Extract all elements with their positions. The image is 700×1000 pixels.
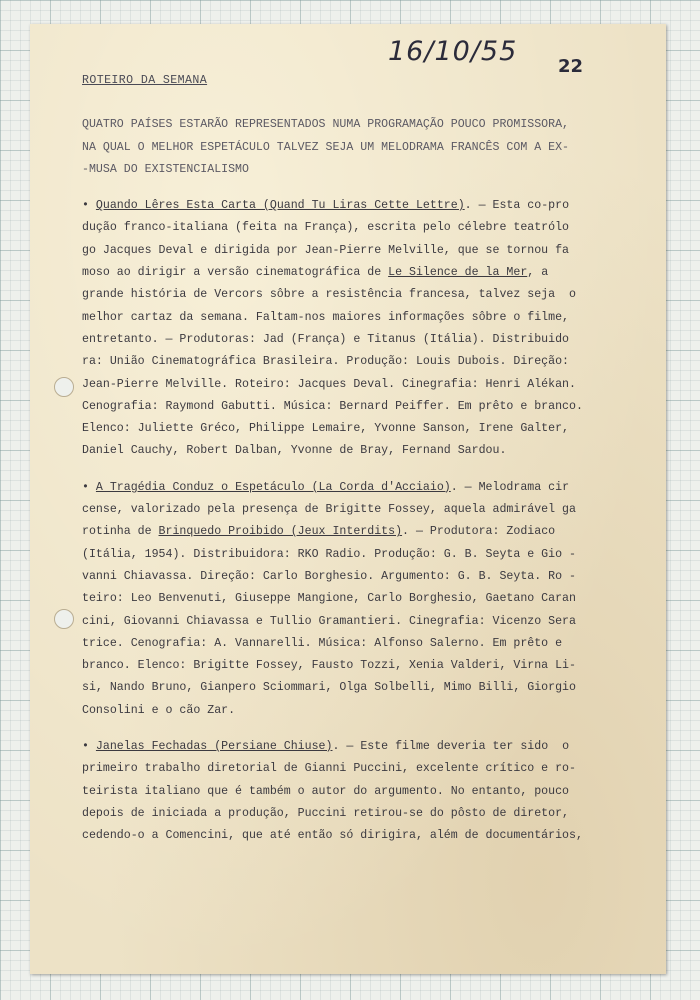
text-line: ra: União Cinematográfica Brasileira. Produção: Louis Dubois. Direção: — [82, 355, 570, 369]
film-entry-1 — [82, 195, 642, 463]
text: moso ao dirigir a versão cinematográfica de — [82, 266, 389, 280]
handwritten-date: 16/10/55 — [388, 36, 518, 67]
intro-block — [82, 114, 642, 181]
text: , a — [527, 266, 549, 280]
text-line: Cenografia: Raymond Gabutti. Música: Bernard Peiffer. Em prêto e branco. — [82, 399, 583, 413]
text-line: grande história de Vercors sôbre a resistência francesa, talvez seja o — [82, 288, 576, 302]
text: . — Este filme deveria ter sido o — [332, 740, 570, 754]
section-heading: ROTEIRO DA SEMANA — [82, 74, 208, 87]
intro-line: -MUSA DO EXISTENCIALISMO — [82, 162, 249, 176]
film-reference: Brinquedo Proibido (Jeux Interdits) — [158, 525, 403, 539]
intro-line: NA QUAL O MELHOR ESPETÁCULO TALVEZ SEJA UM MELODRAMA FRANCÊS COM A EX- — [82, 140, 570, 154]
punch-hole — [54, 377, 74, 397]
text-line: primeiro trabalho diretorial de Gianni Puccini, excelente crítico e ro- — [82, 762, 576, 776]
intro-line: QUATRO PAÍSES ESTARÃO REPRESENTADOS NUMA PROGRAMAÇÃO POUCO PROMISSORA, — [82, 118, 570, 132]
text-line: (Itália, 1954). Distribuidora: RKO Radio. Produção: G. B. Seyta e Gio - — [82, 547, 576, 561]
text-line: dução franco-italiana (feita na França), escrita pelo célebre teatrólo — [82, 221, 570, 235]
text: rotinha de — [82, 525, 159, 539]
handwritten-page-number: 22 — [558, 56, 584, 77]
film-entry-3 — [82, 736, 642, 847]
bullet: • — [82, 480, 96, 494]
bullet: • — [82, 740, 96, 754]
text-line: Consolini e o cão Zar. — [82, 703, 236, 717]
text-line: cini, Giovanni Chiavassa e Tullio Gramantieri. Cinegrafia: Vicenzo Sera — [82, 614, 576, 628]
text-line: branco. Elenco: Brigitte Fossey, Fausto Tozzi, Xenia Valderi, Virna Li- — [82, 659, 576, 673]
text-line: cense, valorizado pela presença de Brigitte Fossey, aquela admirável ga — [82, 503, 576, 517]
typewritten-page — [30, 24, 666, 974]
text-line: Elenco: Juliette Gréco, Philippe Lemaire, Yvonne Sanson, Irene Galter, — [82, 422, 570, 436]
text: . — Esta co-pro — [464, 199, 570, 213]
film-title: Quando Lêres Esta Carta (Quand Tu Liras Cette Lettre) — [95, 199, 465, 213]
text-line: go Jacques Deval e dirigida por Jean-Pierre Melville, que se tornou fa — [82, 243, 570, 257]
text-line: melhor cartaz da semana. Faltam-nos maiores informações sôbre o filme, — [82, 310, 570, 324]
text: . — Melodrama cir — [450, 480, 570, 494]
text-line: si, Nando Bruno, Gianpero Sciommari, Olga Solbelli, Mimo Billi, Giorgio — [82, 681, 576, 695]
text-line: teirista italiano que é também o autor do argumento. No entanto, pouco — [82, 784, 570, 798]
film-title: A Tragédia Conduz o Espetáculo (La Corda d'Acciaio) — [95, 480, 451, 494]
text-line: vanni Chiavassa. Direção: Carlo Borghesio. Argumento: G. B. Seyta. Ro - — [82, 569, 576, 583]
bullet: • — [82, 199, 96, 213]
text: . — Produtora: Zodiaco — [402, 525, 556, 539]
text-line: teiro: Leo Benvenuti, Giuseppe Mangione, Carlo Borghesio, Gaetano Caran — [82, 592, 576, 606]
text-line: cedendo-o a Comencini, que até então só dirigira, além de documentários, — [82, 829, 583, 843]
film-title: Janelas Fechadas (Persiane Chiuse) — [95, 740, 333, 754]
text-line: Jean-Pierre Melville. Roteiro: Jacques Deval. Cinegrafia: Henri Alékan. — [82, 377, 576, 391]
text-line: Daniel Cauchy, Robert Dalban, Yvonne de Bray, Fernand Sardou. — [82, 444, 507, 458]
film-reference: Le Silence de la Mer — [388, 266, 528, 280]
film-entry-2 — [82, 477, 642, 722]
punch-hole — [54, 609, 74, 629]
text-line: depois de iniciada a produção, Puccini retirou-se do pôsto de diretor, — [82, 806, 570, 820]
text-line: entretanto. — Produtoras: Jad (França) e Titanus (Itália). Distribuido — [82, 332, 570, 346]
text-line: trice. Cenografia: A. Vannarelli. Música: Alfonso Salerno. Em prêto e — [82, 636, 563, 650]
page-body — [82, 70, 642, 848]
